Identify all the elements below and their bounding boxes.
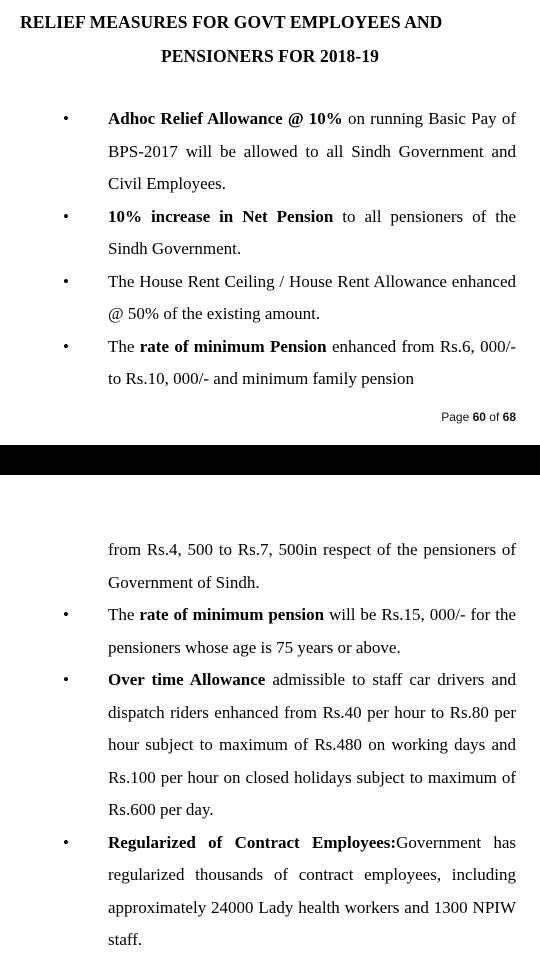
bullet-bold-text: Adhoc Relief Allowance @ 10% bbox=[108, 109, 343, 128]
bullet-marker: • bbox=[63, 109, 69, 128]
document-page-top bbox=[0, 0, 540, 445]
bullet-text bbox=[108, 109, 516, 193]
list-item bbox=[0, 103, 540, 201]
bullet-body-text: to all pensioners of the Sindh Government. bbox=[108, 206, 516, 258]
bullet-text bbox=[108, 605, 516, 657]
bullet-body-text: admissible to staff car drivers and dispatch riders enhanced from Rs.40 per hour to Rs.80 per hour subject to maximum of Rs.480 on working days and Rs.100 per hour on closed holidays subject to maximum of Rs.600 per day. bbox=[108, 670, 516, 819]
list-item bbox=[0, 664, 540, 827]
bullet-text bbox=[108, 833, 516, 950]
page-number-of: of bbox=[485, 410, 503, 424]
bullet-marker: • bbox=[63, 336, 69, 356]
bullet-pre-text: The bbox=[108, 336, 140, 356]
bullet-marker: • bbox=[63, 271, 69, 291]
list-item bbox=[0, 599, 540, 664]
list-item bbox=[0, 266, 540, 331]
bullet-text bbox=[108, 337, 516, 389]
bullet-text bbox=[108, 670, 516, 819]
bullet-bold-text: 10% increase in Net Pension bbox=[108, 206, 334, 226]
document-title-line-1: RELIEF MEASURES FOR GOVT EMPLOYEES AND bbox=[20, 12, 443, 32]
page-number bbox=[441, 410, 516, 424]
bullet-marker: • bbox=[63, 832, 69, 852]
page-number-current: 60 bbox=[472, 410, 486, 424]
bullet-pre-text: The bbox=[108, 605, 140, 624]
bullet-bold-text: rate of minimum pension bbox=[139, 605, 325, 624]
page-number-total: 68 bbox=[502, 410, 516, 424]
bullet-bold-text: Over time Allowance bbox=[108, 670, 266, 689]
list-item bbox=[0, 331, 540, 396]
bullet-marker: • bbox=[63, 206, 69, 226]
bullet-marker: • bbox=[63, 605, 69, 624]
list-item bbox=[0, 827, 540, 957]
bullet-bold-text: Regularized of Contract Employees: bbox=[108, 832, 397, 852]
page-number-prefix: Page bbox=[441, 410, 473, 424]
page-break-divider bbox=[0, 445, 540, 475]
bullet-list-page-1 bbox=[0, 103, 540, 396]
bullet-text bbox=[108, 272, 516, 324]
bullet-body-text: Government has regularized thousands of contract employees, including approximately 24000 Lady health workers and 1300 NPIW staff. bbox=[108, 832, 516, 949]
document-title-line-2: PENSIONERS FOR 2018-19 bbox=[160, 46, 380, 66]
bullet-body-text: The House Rent Ceiling / House Rent Allowance enhanced @ 50% of the existing amount. bbox=[108, 271, 516, 323]
bullet-marker: • bbox=[63, 670, 69, 689]
bullet-body-text: enhanced from Rs.6, 000/- to Rs.10, 000/- and minimum family pension bbox=[108, 336, 516, 388]
bullet-body-text: on running Basic Pay of BPS-2017 will be allowed to all Sindh Government and Civil Employees. bbox=[108, 109, 516, 193]
bullet-list-page-2 bbox=[0, 534, 540, 957]
bullet-bold-text: rate of minimum Pension bbox=[139, 336, 327, 356]
continued-paragraph: from Rs.4, 500 to Rs.7, 500in respect of the pensioners of Government of Sindh. bbox=[108, 540, 516, 592]
list-item bbox=[0, 201, 540, 266]
bullet-body-text: will be Rs.15, 000/- for the pensioners whose age is 75 years or above. bbox=[108, 605, 516, 657]
bullet-text bbox=[108, 207, 516, 259]
